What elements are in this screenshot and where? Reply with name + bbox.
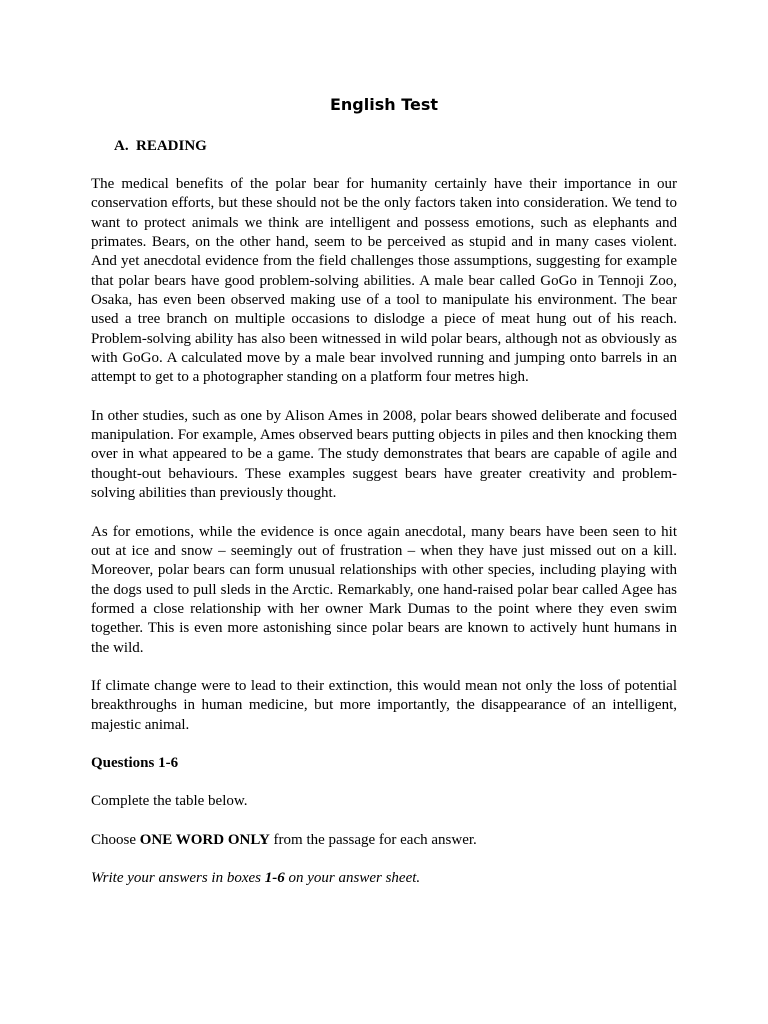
instruction-word-limit-emphasis: ONE WORD ONLY [139,831,270,848]
instruction-answer-sheet [91,869,677,888]
passage-paragraph-2: In other studies, such as one by Alison Ames in 2008, polar bears showed deliberate and focused manipulation. For example, Ames observed bears putting objects in piles and then knocking them over in what appeared to be a game. The study demonstrates that bears are capable of agile and thought-out behaviours. These examples suggest bears have greater creativity and problem-solving abilities than previously thought. [91,407,677,502]
passage-paragraph-4: If climate change were to lead to their extinction, this would mean not only the loss of potential breakthroughs in human medicine, but more importantly, the disappearance of an intelligent, majestic animal. [91,677,677,733]
reading-passage [91,175,677,888]
instruction-word-limit [91,831,677,850]
section-heading-label: READING [136,138,207,154]
instruction-complete-table: Complete the table below. [91,793,248,810]
document-title: English Test [329,95,439,114]
instruction-answer-sheet-suffix: on your answer sheet. [284,869,421,886]
passage-paragraph-3: As for emotions, while the evidence is once again anecdotal, many bears have been seen to hit out at ice and snow – seemingly out of frustration – when they have just missed out on a kill. Moreover, polar bears can form unusual relationships with other species, including playing with the dogs used to pull sleds in the Arctic. Remarkably, one hand-raised polar bear called Agee has formed a close relationship with her owner Mark Dumas to the point where they even swim together. This is even more astonishing since polar bears are known to actively hunt humans in the wild. [91,523,677,656]
questions-heading: Questions 1-6 [91,754,179,771]
instruction-word-limit-suffix: from the passage for each answer. [269,831,477,848]
section-number: A. [114,138,129,154]
passage-paragraph-1: The medical benefits of the polar bear for humanity certainly have their importance in our conservation efforts, but these should not be the only factors taken into consideration. We tend to want to protect animals we think are intelligent and possess emotions, such as elephants and primates. Bears, on the other hand, seem to be perceived as stupid and in many cases violent. And yet anecdotal evidence from the field challenges those assumptions, suggesting for example that polar bears have good problem-solving abilities. A male bear called GoGo in Tennoji Zoo, Osaka, has even been observed making use of a tool to manipulate his environment. The bear used a tree branch on multiple occasions to dislodge a piece of meat hung out of his reach. Problem-solving ability has also been witnessed in wild polar bears, although not as obviously as with GoGo. A calculated move by a male bear involved running and jumping onto barrels in an attempt to get to a photographer standing on a platform four metres high. [91,176,677,386]
instruction-answer-sheet-prefix: Write your answers in boxes [91,869,265,886]
section-heading [114,136,207,156]
instruction-word-limit-prefix: Choose [91,831,140,848]
instruction-answer-sheet-boxes: 1-6 [264,869,285,886]
